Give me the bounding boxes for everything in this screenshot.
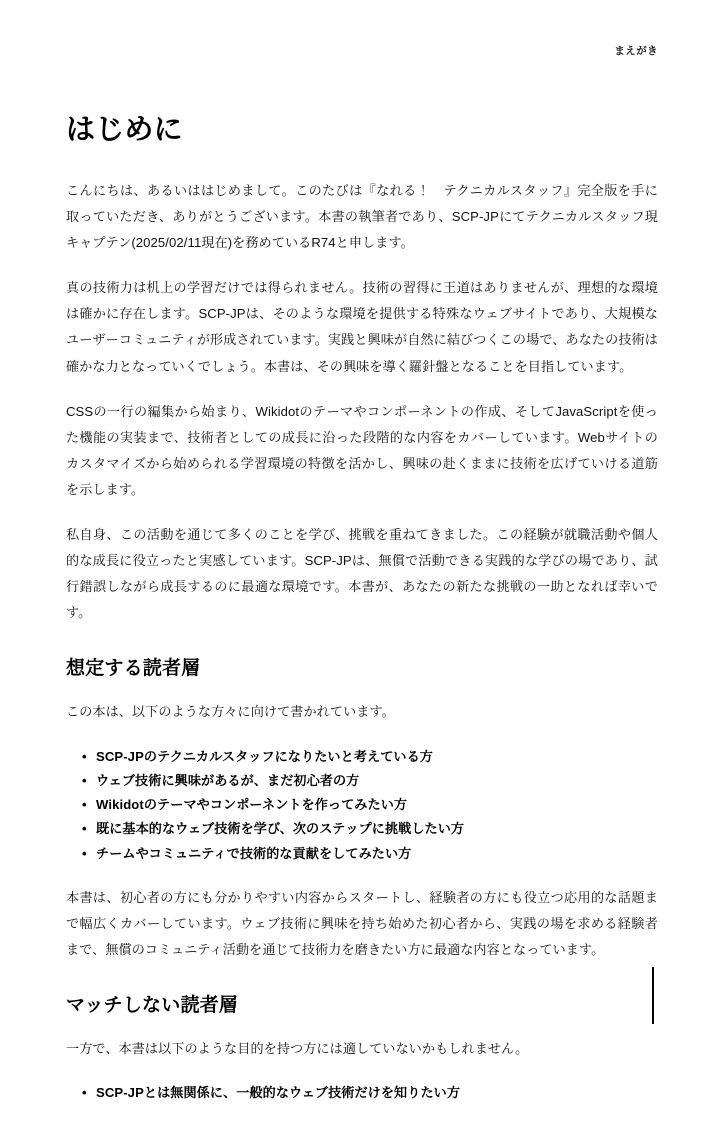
non-target-readers-lead: 一方で、本書は以下のような目的を持つ方には適していないかもしれません。 (66, 1041, 529, 1057)
intro-paragraph-4: 私自身、この活動を通じて多くのことを学び、挑戦を重ねてきました。この経験が就職活動や個人的な成長に役立ったと実感しています。SCP-JPは、無償で活動できる実践的な学びの場であり、試行錯誤しながら成長するのに最適な環境です。本書が、あなたの新たな挑戦の一助となれば幸いです。 (66, 527, 658, 621)
non-target-readers-list (66, 1081, 658, 1105)
thumb-index-rule (652, 967, 654, 1024)
running-header: まえがき (614, 45, 658, 57)
list-item: • Wikidotのテーマやコンポーネントを作ってみたい方 (82, 793, 658, 817)
list-item: • 既に基本的なウェブ技術を学び、次のステップに挑戦したい方 (82, 817, 658, 841)
intro-paragraph-2: 真の技術力は机上の学習だけでは得られません。技術の習得に王道はありませんが、理想的な環境は確かに存在します。SCP-JPは、そのような環境を提供する特殊なウェブサイトであり、大規模なユーザーコミュニティが形成されています。実践と興味が自然に結びつくこの場で、あなたの技術は確かな力となっていくでしょう。本書は、その興味を導く羅針盤となることを目指しています。 (66, 280, 658, 374)
page-content (66, 112, 658, 1125)
chapter-title: はじめに (66, 114, 183, 146)
intro-paragraph-3: CSSの一行の編集から始まり、Wikidotのテーマやコンポーネントの作成、そしてJavaScriptを使った機能の実装まで、技術者としての成長に沿った段階的な内容をカバーしています。Webサイトのカスタマイズから始められる学習環境の特徴を活かし、興味の赴くままに技術を広げていける道筋を示します。 (66, 403, 658, 497)
intro-paragraph-1: こんにちは、あるいははじめまして。このたびは『なれる！ テクニカルスタッフ』完全版を手に取っていただき、ありがとうございます。本書の執筆者であり、SCP-JPにてテクニカルスタッフ現キャプテン(2025/02/11現在)を務めているR74と申します。 (66, 183, 658, 251)
list-item: • SCP-JPのテクニカルスタッフになりたいと考えている方 (82, 745, 658, 769)
section-heading-non-target-readers: マッチしない読者層 (66, 995, 239, 1017)
target-readers-closing: 本書は、初心者の方にも分かりやすい内容からスタートし、経験者の方にも役立つ応用的な話題まで幅広くカバーしています。ウェブ技術に興味を持ち始めた初心者から、実践の場を求める経験者まで、無償のコミュニティ活動を通じて技術力を磨きたい方に最適な内容となっています。 (66, 889, 658, 958)
section-heading-target-readers: 想定する読者層 (66, 658, 201, 680)
list-item: • チームやコミュニティで技術的な貢献をしてみたい方 (82, 842, 658, 866)
target-readers-list (66, 745, 658, 866)
target-readers-lead: この本は、以下のような方々に向けて書かれています。 (66, 704, 395, 720)
list-item: • ウェブ技術に興味があるが、まだ初心者の方 (82, 769, 658, 793)
list-item: • SCP-JPとは無関係に、一般的なウェブ技術だけを知りたい方 (82, 1081, 658, 1105)
